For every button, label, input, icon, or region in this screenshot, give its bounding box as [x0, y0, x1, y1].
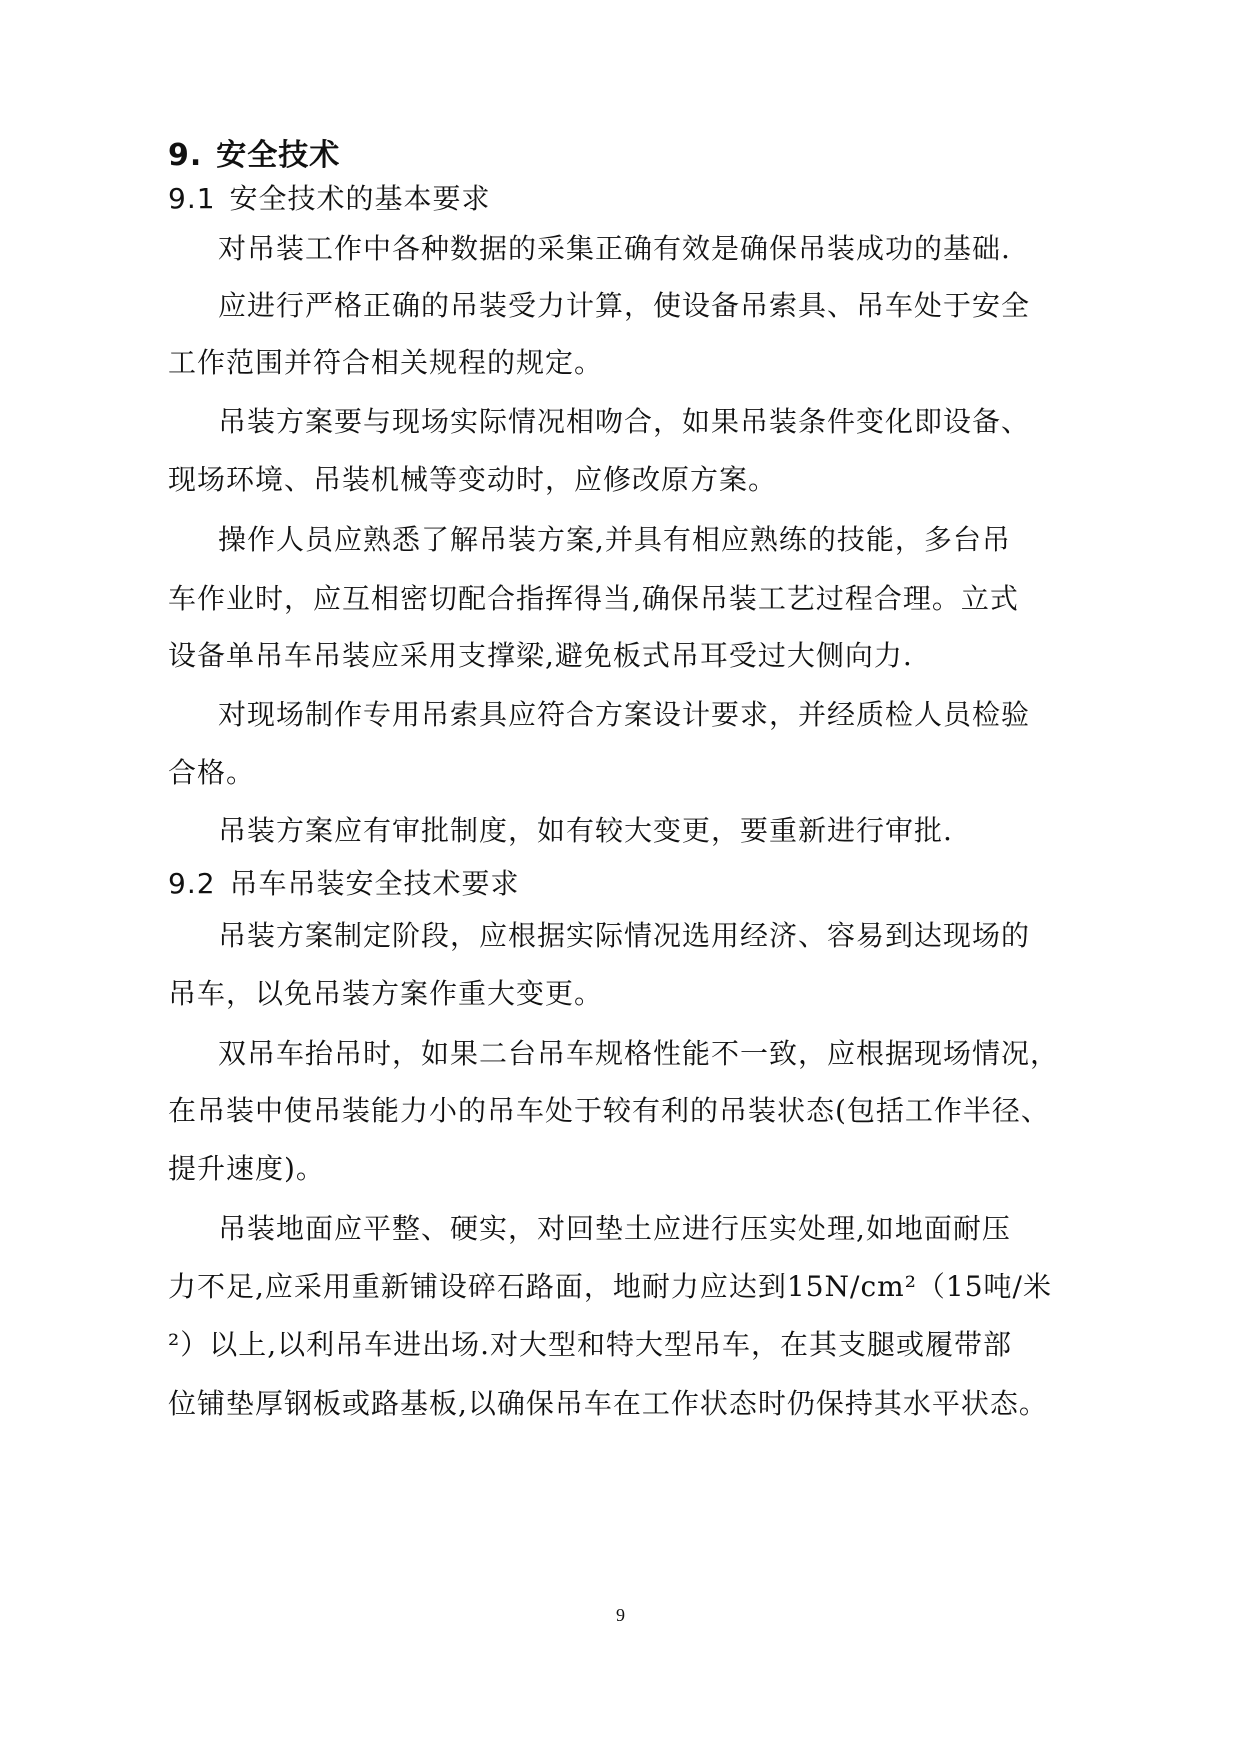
- section-number: 9.: [168, 138, 203, 173]
- paragraph-line: 提升速度)。: [168, 1152, 325, 1185]
- paragraph-line: 在吊装中使吊装能力小的吊车处于较有利的吊装状态(包括工作半径、: [168, 1094, 1050, 1127]
- section-heading-9-1: [168, 181, 491, 217]
- section-number: 9.2: [168, 867, 216, 900]
- section-heading-9-2: [168, 866, 520, 902]
- page-number: 9: [616, 1605, 625, 1625]
- paragraph-line: 吊装方案要与现场实际情况相吻合，如果吊装条件变化即设备、: [218, 405, 1031, 438]
- paragraph-line: 力不足,应采用重新铺设碎石路面，地耐力应达到15N/cm²（15吨/米: [168, 1270, 1052, 1303]
- paragraph-line: 车作业时，应互相密切配合指挥得当,确保吊装工艺过程合理。立式: [168, 582, 1019, 615]
- paragraph-line: ²）以上,以利吊车进出场.对大型和特大型吊车，在其支腿或履带部: [168, 1328, 1013, 1361]
- paragraph-line: 双吊车抬吊时，如果二台吊车规格性能不一致，应根据现场情况，: [218, 1037, 1060, 1070]
- paragraph-line: 吊装地面应平整、硬实，对回垫土应进行压实处理,如地面耐压: [218, 1212, 1011, 1245]
- section-title: 安全技术的基本要求: [229, 182, 491, 215]
- section-title: 安全技术: [216, 138, 341, 173]
- paragraph-line: 应进行严格正确的吊装受力计算，使设备吊索具、吊车处于安全: [218, 289, 1031, 322]
- section-number: 9.1: [168, 182, 216, 215]
- paragraph-line: 吊车，以免吊装方案作重大变更。: [168, 977, 604, 1010]
- paragraph-line: 对吊装工作中各种数据的采集正确有效是确保吊装成功的基础.: [218, 232, 1011, 265]
- section-heading-9: [168, 138, 340, 174]
- paragraph-line: 工作范围并符合相关规程的规定。: [168, 346, 604, 379]
- paragraph-line: 吊装方案制定阶段，应根据实际情况选用经济、容易到达现场的: [218, 919, 1031, 952]
- paragraph-line: 合格。: [168, 756, 256, 789]
- paragraph-line: 设备单吊车吊装应采用支撑梁,避免板式吊耳受过大侧向力.: [168, 639, 913, 672]
- paragraph-line: 操作人员应熟悉了解吊装方案,并具有相应熟练的技能，多台吊: [218, 523, 1011, 556]
- section-title: 吊车吊装安全技术要求: [229, 867, 520, 900]
- paragraph-line: 吊装方案应有审批制度，如有较大变更，要重新进行审批.: [218, 814, 953, 847]
- paragraph-line: 位铺垫厚钢板或路基板,以确保吊车在工作状态时仍保持其水平状态。: [168, 1387, 1048, 1420]
- paragraph-line: 现场环境、吊装机械等变动时，应修改原方案。: [168, 463, 778, 496]
- paragraph-line: 对现场制作专用吊索具应符合方案设计要求，并经质检人员检验: [218, 698, 1031, 731]
